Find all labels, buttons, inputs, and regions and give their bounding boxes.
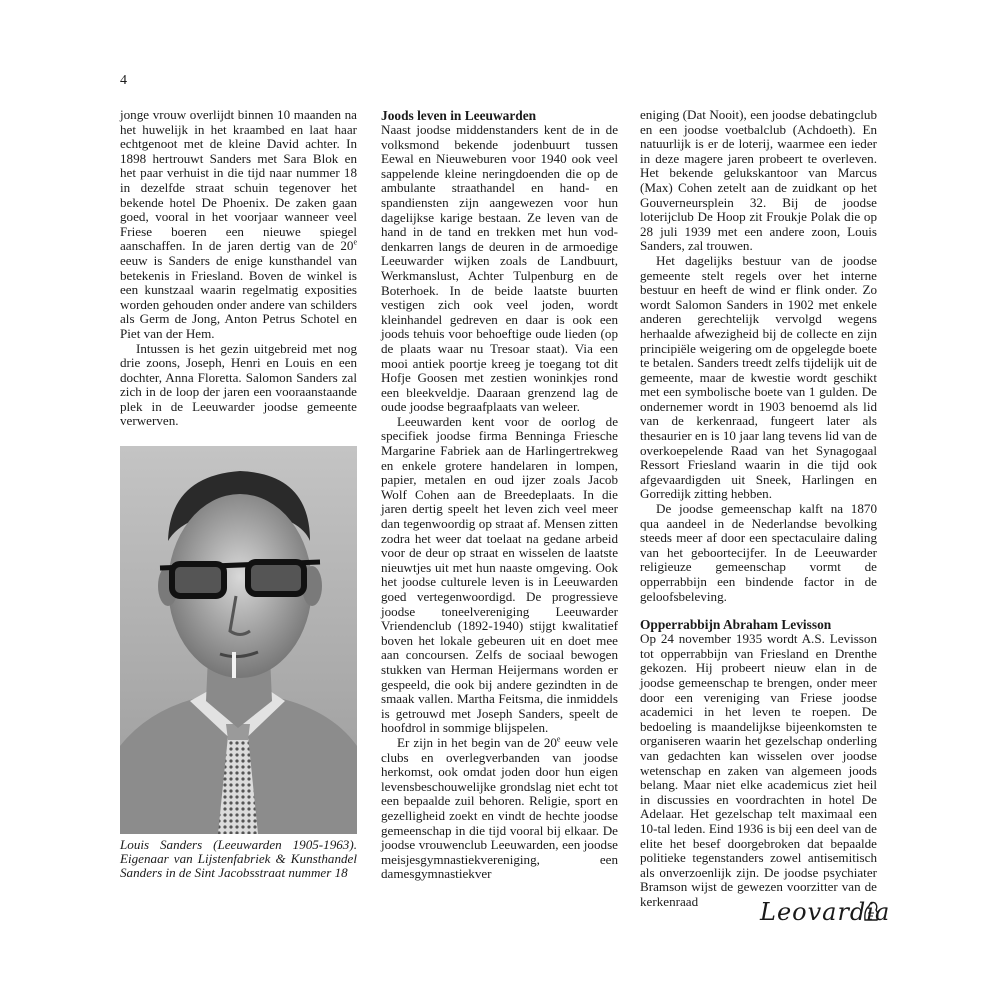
paragraph: Leeuwarden kent voor de oorlog de specifiek joodse firma Benninga Friesche Margarine Fabriek aan de Harlingertrekweg en enkele grotere handelaren in lompen, papier, metalen en oud ijzer zoals Jacob Wolf Cohen aan de Breedeplaats. In die jaren dertig speelt het leven zich veel meer dan tegenwoordig op straat af. Mensen zitten zodra het weer dat toelaat na gedane arbeid voor de deur op straat en wisselen de laatste nieuwtjes uit met hun naaste omgeving. Ook het joodse culturele leven is in Leeuwarden goed vertegenwoordigd. De progressieve joodse toneelvereniging Leeuwarder Vriendenclub (1892-1940) stijgt kwalitatief boven het lokale gebeuren uit en doet mee aan concoursen. Zelfs de sociaal bewogen stukken van Herman Heijermans worden er gespeeld, die ook bij andere gezindten in de smaak vallen. Martha Feitsma, die inmiddels is getrouwd met Joseph Sanders, speelt de hoofdrol in sommige blijspelen. [381, 413, 618, 736]
photo-caption: Louis Sanders (Leeuwarden 1905-1963). Eigenaar van Lijstenfabriek & Kunsthandel Sanders in de Sint Jacobsstraat nummer 18 [120, 837, 357, 880]
column-2 [381, 108, 618, 882]
paragraph: Intussen is het gezin uitgebreid met nog drie zoons, Joseph, Henri en Louis en een dochter, Anna Floretta. Salomon Sanders zal zich in de loop der jaren een vooraanstaande plek in de Leeuwarder joodse gemeente verwerven. [120, 340, 357, 429]
page-number: 4 [120, 73, 127, 88]
portrait-illustration [120, 446, 357, 834]
leovardia-logo: Leovardia [760, 898, 891, 926]
paragraph: De joodse gemeenschap kalft na 1870 qua aandeel in de Nederlandse bevolking steeds meer af door een spectaculaire daling van het geboortecijfer. In de Leeuwarder religieuze gemeenschap vormt de opperrabbijn een bindende factor in de geloofsbeleving. [640, 501, 877, 604]
column-3 [640, 108, 877, 909]
paragraph: Er zijn in het begin van de 20e eeuw vele clubs en overlegverbanden van joodse herkomst, ook omdat joden door hun eigen levensbeschouwelijke grondslag niet echt tot een bepaalde zuil behoren. Religie, sport en gezelligheid zoekt en vindt de hechte joodse gemeenschap in die tijd vooral bij elkaar. De joodse vrouwenclub Leeuwarden, een joodse meisjesgymnastiekvereniging, een damesgymnastiekver [381, 734, 619, 882]
lion-emblem-icon [862, 900, 880, 922]
section-heading: Joods leven in Leeuwarden [381, 108, 537, 123]
section-heading: Opperrabbijn Abraham Levisson [640, 617, 832, 633]
paragraph: Naast joodse middenstanders kent de in de volksmond bekende jodenbuurt tussen Eewal en Nieuweburen voor 1940 ook veel sappelende kleine neringdoenden die op de ambulante straathandel en hand- en spandiensten zijn aangewezen voor hun dagelijkse karige bestaan. Ze leven van de hand in de tand en trekken met hun voddenkarren langs de deuren in de armoedige Leeuwarder wijken zoals de Landbuurt, Werkmanslust, Achter Tulpenburg en de Boterhoek. In de beide laatste buurten vestigen zich ook veel joden, wordt kleinhandel gedreven en daar is ook een joods tehuis voor behoeftige oude lieden (op de plaats waar nu Tresoar staat). Via een mooi antiek poortje kreeg je toegang tot dit Hofje Goosen met zestien woninkjes rond een bleekveldje. Daaraan grenzend lag de oude joodse begraafplaats van weleer. [381, 122, 618, 415]
paragraph: jonge vrouw overlijdt binnen 10 maanden na het huwelijk in het kraambed en laat haar echtgenoot met de kleine David achter. In 1898 hertrouwt Sanders met Sara Blok en het paar verhuist in die tijd naar nummer 18 in dezelfde straat schuin tegenover het bekende hotel De Phoenix. De zaken gaan goed, vooral in het voorjaar wanneer veel Friese boeren een nieuwe spiegel aanschaffen. In de jaren dertig van de 20e eeuw is Sanders de enige kunsthandel van betekenis in Friesland. Boven de winkel is een kunstzaal waarin regelmatig exposities worden gehouden onder andere van schilders als Germ de Jong, Anton Petrus Schotel en Piet van der Hem. [120, 107, 358, 341]
portrait-photo [120, 446, 357, 834]
paragraph: Op 24 november 1935 wordt A.S. Levisson tot opperrabbijn van Friesland en Drenthe gekozen. Hij probeert nieuw elan in de joodse gemeenschap te brengen, onder meer door een vereniging van Friese joodse academici in het leven te roepen. De bedoeling is maandelijkse bijeenkomsten te organiseren waarin het gezelschap onderling van gedachten kan wisselen over joodse wetenschap en zaken van algemeen joods belang. Maar niet elke academicus ziet heil in discussies en voordrachten in hotel De Adelaar. Het gezelschap telt maximaal een 10-tal leden. Eind 1936 is bij een deel van de elite het besef doorgebroken dat bepaalde politieke tegenstanders zowel antisemitisch als onverzoenlijk zijn. De joodse psychiater Bramson wijst de gewezen voorzitter van de kerkenraad [640, 631, 877, 909]
paragraph: eniging (Dat Nooit), een joodse debatingclub en een joodse voetbalclub (Achdoeth). En natuurlijk is er de loterij, waarmee een ieder in deze magere jaren probeert te overleven. Het bekende gelukskantoor van Marcus (Max) Cohen zetelt aan de zuidkant op het Gouverneursplein 32. Bij de joodse loterijclub De Hoop zit Froukje Polak die op 28 juli 1939 met een andere zoon, Louis Sanders, zal trouwen. [640, 107, 877, 254]
column-1 [120, 108, 357, 429]
paragraph: Het dagelijks bestuur van de joodse gemeente stelt regels over het interne bestuur en heeft de wind er flink onder. Zo wordt Salomon Sanders in 1902 met enkele anderen gerechtelijk vervolgd wegens herhaalde afwezigheid bij de collecte en zijn principiële weigering om de opgelegde boete te betalen. Sanders treedt zelfs tijdelijk uit de gemeente, maar de kwestie wordt geschikt met een symbolische boete van 1 gulden. De ondernemer wordt in 1903 benoemd als lid van de kerkenraad, fungeert later als thesaurier en is 10 jaar lang tevens lid van de overkoepelende Raad van het Synagogaal Ressort Friesland waarin in die tijd ook afgevaardigden uit Sneek, Harlingen en Gorredijk zitting hebben. [640, 252, 877, 502]
